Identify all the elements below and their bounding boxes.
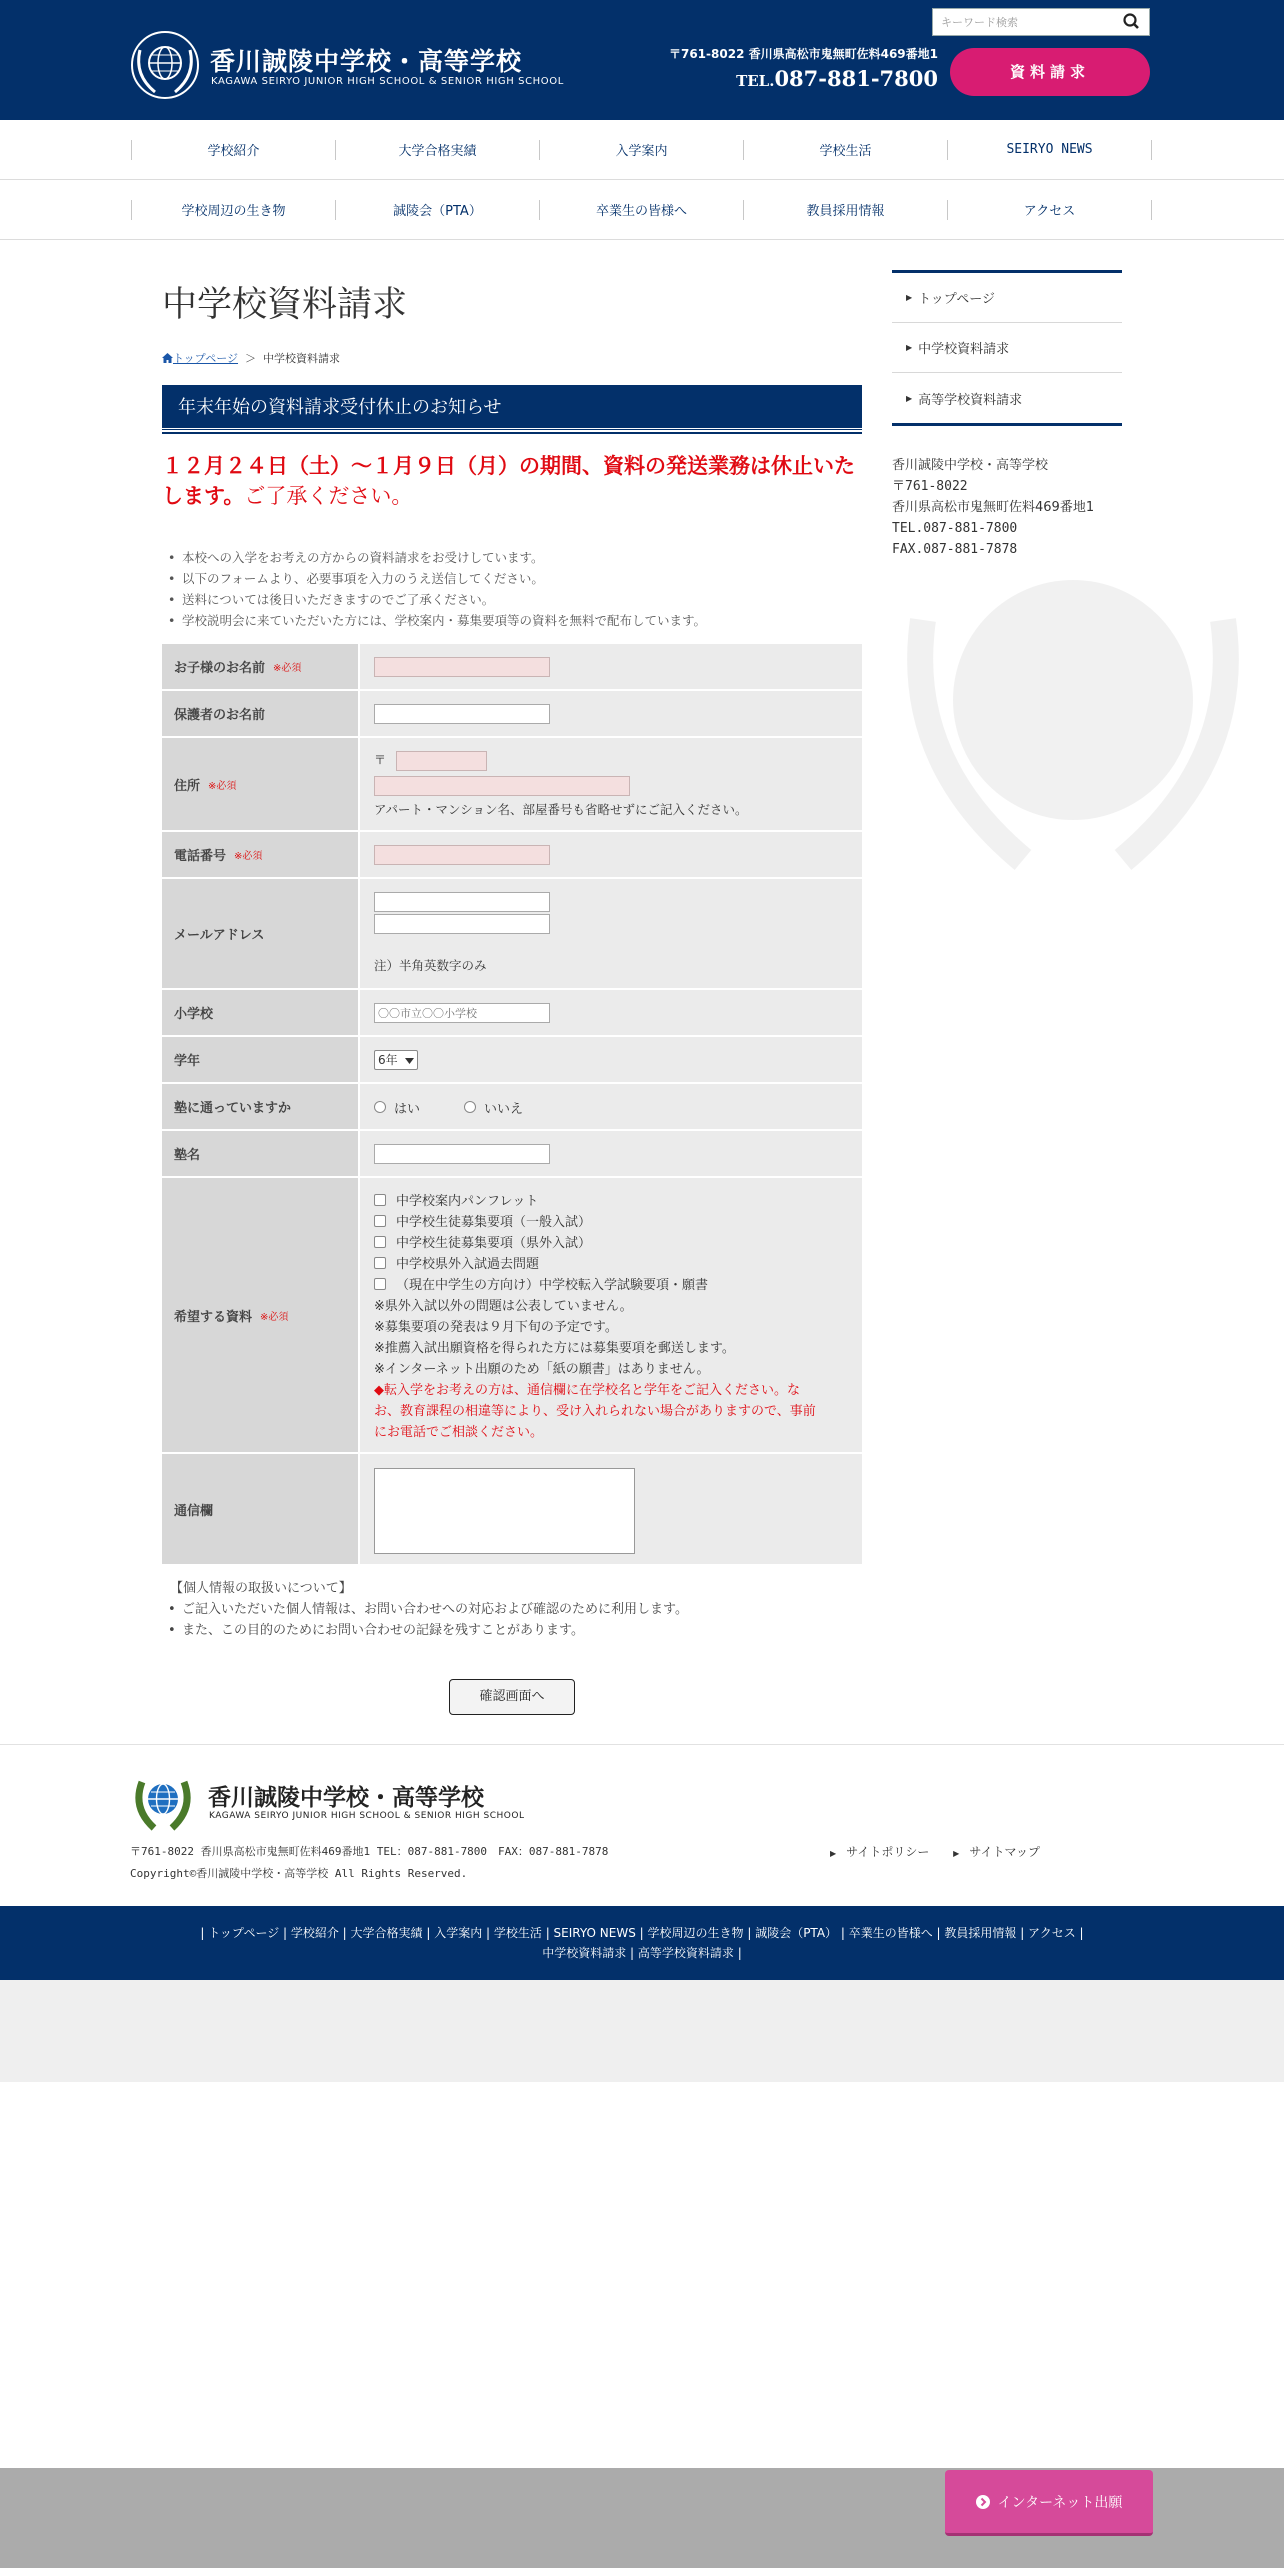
field-label [162,832,360,877]
field-label [162,691,360,736]
label-text: 塾名 [174,1148,201,1163]
footer-nav-links[interactable]: 中学校資料請求 | 高等学校資料請求 | [542,1946,742,1960]
label-text: 小学校 [174,1007,214,1022]
notice-plain-tail: ご了承ください。 [244,484,413,508]
nav-item-university-results[interactable]: 大学合格実績 [398,144,477,159]
info-tel: TEL.087-881-7800 [892,521,1018,536]
footer-nav [0,1906,1284,1980]
info-name: 香川誠陵中学校・高等学校 [892,458,1049,473]
breadcrumb-separator: ＞ [245,352,257,365]
cram-yes-radio[interactable] [374,1101,386,1113]
sidebar-item-label: トップページ [918,292,995,307]
sidebar-menu [892,270,1122,426]
link-label: サイトポリシー [846,1845,930,1859]
cram-name-input[interactable] [374,1144,550,1164]
label-text: 塾に通っていますか [174,1101,292,1116]
field-label [162,1037,360,1082]
phone-input[interactable] [374,845,550,865]
material-option-label: （現在中学生の方向け）中学校転入学試験要項・願書 [396,1278,709,1293]
search-button[interactable] [1113,9,1149,35]
footer-copyright: Copyright©香川誠陵中学校・高等学校 All Rights Reserved. [130,1867,468,1880]
material-checkbox[interactable] [374,1215,386,1227]
tel-prefix: TEL. [736,72,775,90]
postal-code-input[interactable] [396,751,487,771]
material-option-label: 中学校案内パンフレット [396,1194,539,1209]
form-row-cram-name [162,1131,862,1178]
field-value [362,1178,862,1452]
sidebar-item-junior-request[interactable] [892,323,1122,373]
footer-spacer [0,1980,1284,2082]
field-label [162,1131,360,1176]
list-item: • 送料については後日いただきますのでご了承ください。 [162,589,862,610]
nav-item-recruitment[interactable]: 教員採用情報 [806,204,885,219]
logo-title[interactable]: 香川誠陵中学校・高等学校 [210,47,523,76]
nav-item-local-wildlife[interactable]: 学校周辺の生き物 [181,204,286,219]
footer-links [830,1843,1060,1860]
privacy-heading: 【個人情報の取扱いについて】 [170,1581,352,1596]
search-icon [1113,9,1149,35]
list-item: • 以下のフォームより、必要事項を入力のうえ送信してください。 [162,568,862,589]
caret-right-icon: ▶ [906,393,913,403]
chevron-down-icon [405,1058,414,1064]
nav-item-school-intro[interactable]: 学校紹介 [207,144,260,159]
field-value [362,1037,862,1082]
required-mark: ※必須 [208,780,237,792]
field-value [362,832,862,877]
breadcrumb [162,350,340,366]
emblem-watermark [862,500,1284,920]
material-checkbox[interactable] [374,1194,386,1206]
notice-underline [162,432,862,434]
material-checkbox[interactable] [374,1257,386,1269]
grade-select-value: 6年 [378,1053,398,1067]
form-row-phone [162,832,862,879]
list-item: • 学校説明会に来ていただいた方には、学校案内・募集要項等の資料を無料で配布しています。 [162,610,862,631]
field-label [162,738,360,830]
field-value [362,879,862,988]
label-text: 通信欄 [174,1503,214,1519]
sidebar-item-top[interactable] [892,273,1122,323]
confirm-button[interactable]: 確認画面へ [449,1679,575,1715]
material-note: ※インターネット出願のため「紙の願書」はありません。 [374,1362,710,1377]
breadcrumb-current: 中学校資料請求 [263,352,341,365]
notice-message [162,451,862,511]
required-mark: ※必須 [273,663,302,674]
child-name-input[interactable] [374,657,550,677]
email-input[interactable] [374,892,550,912]
info-fax: FAX.087-881-7878 [892,542,1018,557]
sidebar-item-label: 中学校資料請求 [918,342,1010,357]
page-title: 中学校資料請求 [162,285,408,325]
nav-item-admissions[interactable]: 入学案内 [615,144,668,159]
address-input[interactable] [374,776,630,796]
tel-number: 087-881-7800 [774,66,938,91]
nav-item-access[interactable]: アクセス [1023,204,1076,219]
logo-subtitle[interactable]: KAGAWA SEIRYO JUNIOR HIGH SCHOOL & SENIOR HIGH SCHOOL [211,76,564,87]
sidebar-item-label: 高等学校資料請求 [918,392,1023,408]
material-note: ※推薦入試出願資格を得られた方には募集要項を郵送します。 [374,1341,735,1356]
caret-right-icon: ▶ [906,343,913,352]
school-emblem-icon[interactable] [130,1768,196,1834]
field-value [362,738,862,830]
field-label [162,1178,360,1452]
notice-bold-line-2: します。 [162,484,245,508]
label-text: 学年 [174,1054,201,1069]
field-value [362,691,862,736]
arrow-circle-right-icon [976,2495,990,2509]
field-value [362,1454,862,1564]
sitemap-link[interactable] [953,1845,1050,1859]
nav-divider [1151,200,1152,220]
school-emblem-icon[interactable] [130,30,200,100]
cram-no-label: いいえ [484,1102,524,1117]
form-row-email [162,879,862,990]
form-row-guardian-name [162,691,862,738]
footer-nav-links[interactable]: | トップページ | 学校紹介 | 大学合格実績 | 入学案内 | 学校生活 | SEIRYO NEWS | 学校周辺の生き物 | 誠陵会（PTA） | 卒業生の皆様へ | 教員採用情報 | アクセス | [200,1926,1084,1940]
info-postal: 〒761-8022 [892,479,968,494]
caret-right-icon: ▶ [830,1849,837,1858]
notice-heading: 年末年始の資料請求受付休止のお知らせ [162,385,862,431]
nav-divider [1151,140,1152,160]
breadcrumb-home-link[interactable]: トップページ [173,352,239,365]
link-label: サイトマップ [969,1845,1040,1859]
transfer-note: ◆転入学をお考えの方は、通信欄に在学校名と学年をご記入ください。な [374,1383,800,1398]
postal-mark: 〒 [374,753,387,767]
global-nav-row-1 [0,120,1284,180]
required-mark: ※必須 [260,1311,289,1323]
label-text: 住所 [174,778,201,794]
email-confirm-input[interactable] [374,914,550,934]
grade-select[interactable] [374,1050,418,1070]
material-option-label: 中学校生徒募集要項（一般入試） [396,1215,592,1230]
guardian-name-input[interactable] [374,704,550,724]
footer-logo-title[interactable]: 香川誠陵中学校・高等学校 [208,1785,484,1811]
field-value [362,1131,862,1176]
footer-address: 〒761-8022 香川県高松市鬼無町佐料469番地1 TEL：087-881-7800 FAX：087-881-7878 [130,1845,609,1858]
elementary-school-input[interactable] [374,1003,550,1023]
caret-right-icon: ▶ [906,293,913,302]
privacy-section [162,1578,862,1641]
form-row-cram-school [162,1084,862,1131]
form-row-elementary-school [162,990,862,1037]
intro-list [162,547,862,631]
label-text: 希望する資料 [174,1309,253,1325]
field-value [362,644,862,689]
field-value [362,990,862,1035]
field-label [162,990,360,1035]
list-item: • また、この目的のためにお問い合わせの記録を残すことがあります。 [162,1620,862,1641]
site-header [0,0,1284,120]
internet-application-button[interactable] [945,2470,1153,2536]
label-text: メールアドレス [174,928,265,943]
field-label [162,1454,360,1564]
material-note: ※募集要項の発表は９月下旬の予定です。 [374,1320,618,1335]
nav-item-pta[interactable]: 誠陵会（PTA） [393,204,482,219]
material-option-label: 中学校生徒募集要項（県外入試） [396,1236,592,1251]
cram-no-radio[interactable] [464,1101,476,1113]
form-row-address [162,738,862,832]
field-label [162,1084,360,1129]
search-box [932,8,1150,36]
caret-right-icon: ▶ [953,1849,960,1858]
label-text: 保護者のお名前 [174,708,266,723]
form-row-message [162,1454,862,1566]
transfer-note: にお電話でご相談ください。 [374,1425,544,1440]
message-textarea[interactable] [374,1468,635,1554]
internet-application-label: インターネット出願 [997,2494,1123,2511]
address-note: アパート・マンション名、部屋番号も省略せずにご記入ください。 [374,802,748,817]
field-label [162,879,360,988]
required-mark: ※必須 [234,851,263,862]
form-row-grade [162,1037,862,1084]
form-row-child-name [162,644,862,691]
global-nav-row-2 [0,180,1284,240]
field-label [162,644,360,689]
request-materials-button[interactable]: 資料請求 [950,48,1150,96]
site-policy-link[interactable] [830,1845,939,1859]
form-row-materials [162,1178,862,1454]
label-text: お子様のお名前 [174,661,266,676]
header-address: 〒761-8022 香川県高松市鬼無町佐料469番地1 [668,47,938,61]
nav-item-seiryo-news[interactable]: SEIRYO NEWS [1006,142,1093,157]
cram-yes-label: はい [394,1102,421,1117]
transfer-note: お、教育課程の相違等により、受け入れられない場合がありますので、事前 [374,1404,816,1419]
search-input[interactable] [933,9,1113,35]
nav-item-alumni[interactable]: 卒業生の皆様へ [595,204,687,219]
list-item: • ご記入いただいた個人情報は、お問い合わせへの対応および確認のために利用します。 [162,1599,862,1620]
material-checkbox[interactable] [374,1278,386,1290]
material-option-label: 中学校県外入試過去問題 [396,1257,540,1272]
sidebar-item-senior-request[interactable] [892,373,1122,423]
home-icon [162,353,173,363]
header-tel [720,66,938,91]
list-item: • 本校への入学をお考えの方からの資料請求をお受けしています。 [162,547,862,568]
info-address: 香川県高松市鬼無町佐料469番地1 [892,500,1095,515]
notice-bold-line-1: １２月２４日（土）～１月９日（月）の期間、資料の発送業務は休止いた [162,454,855,478]
email-note: 注）半角英数字のみ [374,958,487,973]
nav-item-school-life[interactable]: 学校生活 [819,144,872,159]
field-value [362,1084,862,1129]
label-text: 電話番号 [174,849,227,864]
material-checkbox[interactable] [374,1236,386,1248]
material-note: ※県外入試以外の問題は公表していません。 [374,1299,633,1314]
footer-logo-subtitle[interactable]: KAGAWA SEIRYO JUNIOR HIGH SCHOOL & SENIOR HIGH SCHOOL [209,1811,525,1821]
sidebar-contact-info [892,455,1094,560]
